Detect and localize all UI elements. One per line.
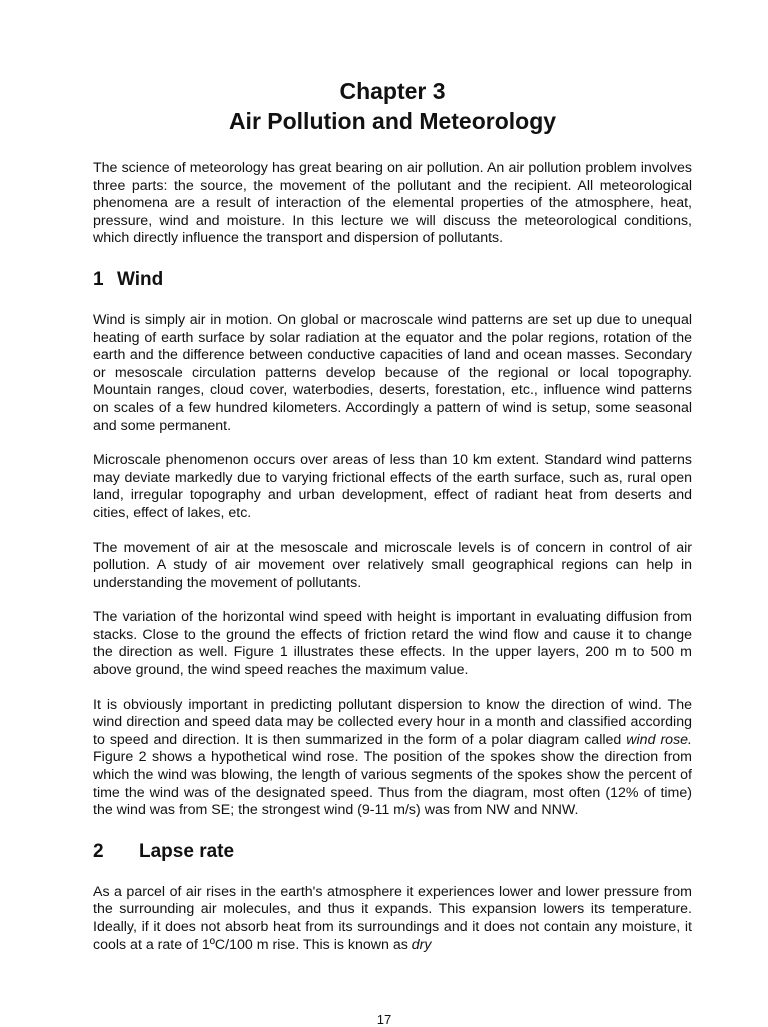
section-heading-lapse-rate bbox=[93, 840, 692, 864]
paragraph: The variation of the horizontal wind speed with height is important in evaluating diffusion from stacks. Close to the ground the effects of friction retard the wind flow and cause it to change the direction as well. Figure 1 illustrates these effects. In the upper layers, 200 m to 500 m above ground, the wind speed reaches the maximum value. bbox=[93, 609, 692, 679]
chapter-number: Chapter 3 bbox=[339, 78, 446, 104]
paragraph: Wind is simply air in motion. On global or macroscale wind patterns are set up due to unequal heating of earth surface by solar radiation at the equator and the polar regions, rotation of the earth and the difference between conductive capacities of land and ocean masses. Secondary or mesoscale circulation patterns develop because of the regional or local topography. Mountain ranges, cloud cover, waterbodies, deserts, forestation, etc., influence wind patterns on scales of a few hundred kilometers. Accordingly a pattern of wind is setup, some seasonal and some permanent. bbox=[93, 311, 692, 434]
section-title: Lapse rate bbox=[139, 840, 235, 862]
document-page bbox=[93, 76, 692, 971]
section-title: Wind bbox=[117, 268, 164, 290]
chapter-title bbox=[93, 76, 692, 136]
section-number: 2 bbox=[93, 840, 104, 862]
text-run: Figure 2 shows a hypothetical wind rose. The position of the spokes show the direction from which the wind was blowing, the length of various segments of the spokes show the percent of time the wind was of the designated speed. Thus from the diagram, most often (12% of time) the wind was from SE; the strongest wind (9-11 m/s) was from NW and NNW. bbox=[93, 749, 692, 819]
intro-paragraph: The science of meteorology has great bearing on air pollution. An air pollution problem involves three parts: the source, the movement of the pollutant and the recipient. All meteorological phenomena are a result of interaction of the elemental properties of the atmosphere, heat, pressure, wind and moisture. In this lecture we will discuss the meteorological conditions, which directly influence the transport and dispersion of pollutants. bbox=[93, 160, 692, 247]
paragraph bbox=[93, 697, 692, 820]
paragraph: Microscale phenomenon occurs over areas of less than 10 km extent. Standard wind patterns may deviate markedly due to varying frictional effects of the earth surface, such as, rural open land, irregular topography and urban development, effect of radiant heat from deserts and cities, effect of lakes, etc. bbox=[93, 452, 692, 521]
section-number: 1 bbox=[93, 268, 104, 290]
section-heading-wind bbox=[93, 268, 692, 292]
text-run: It is obviously important in predicting pollutant dispersion to know the direction of wind. The wind direction and speed data may be collected every hour in a month and classified according to speed and direction. It is then summarized in the form of a polar diagram called bbox=[93, 696, 692, 748]
page-number: 17 bbox=[376, 1012, 392, 1027]
paragraph bbox=[93, 884, 692, 954]
chapter-name: Air Pollution and Meteorology bbox=[228, 108, 557, 134]
italic-term: dry bbox=[411, 936, 432, 953]
paragraph: The movement of air at the mesoscale and microscale levels is of concern in control of air pollution. A study of air movement over relatively small geographical regions can help in understanding the movement of pollutants. bbox=[93, 539, 692, 591]
text-run: As a parcel of air rises in the earth's atmosphere it experiences lower and lower pressure from the surrounding air molecules, and thus it expands. This expansion lowers its temperature. Ideally, if it does not absorb heat from its surroundings and it does not contain any moisture, it cools at a rate of 1ºC/100 m rise. This is known as bbox=[93, 883, 692, 953]
italic-term: wind rose. bbox=[626, 731, 692, 748]
